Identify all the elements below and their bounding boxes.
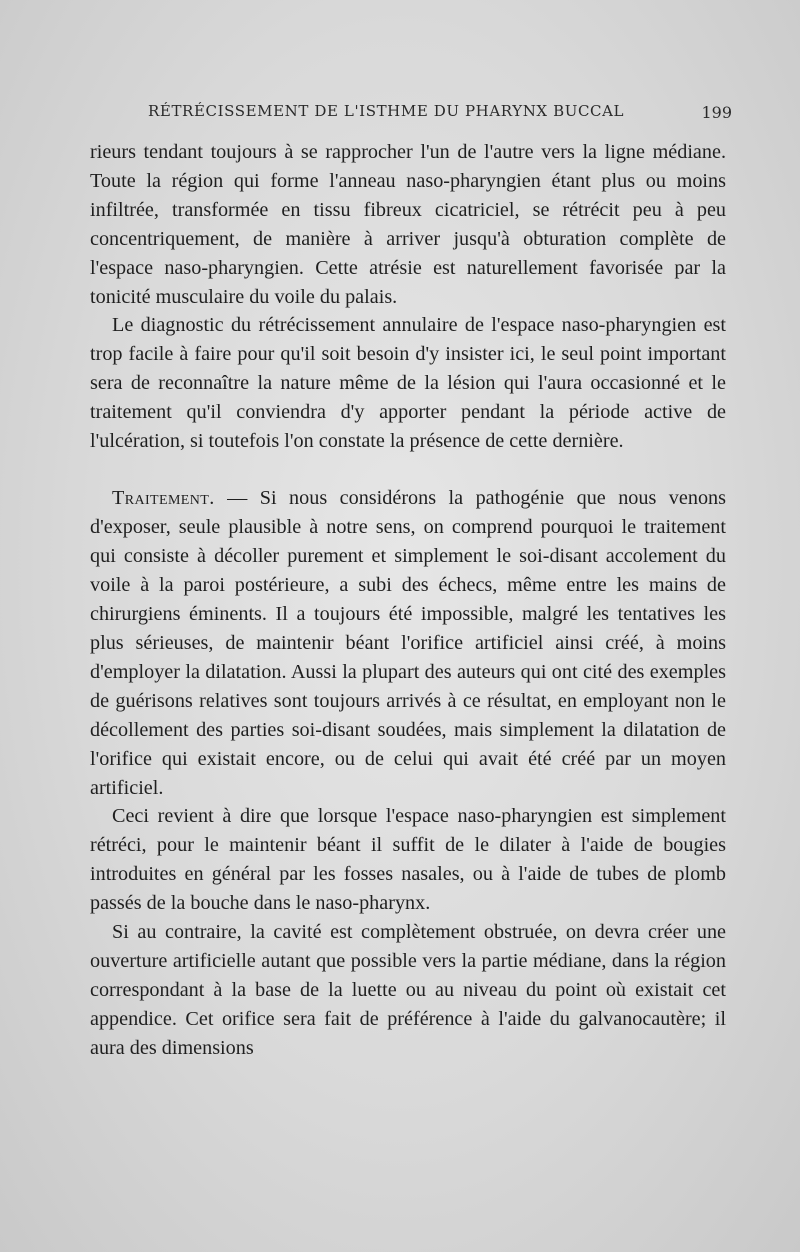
- paragraph-traitement-text: — Si nous considérons la pathogénie que nous venons d'exposer, seule plausible à notre sens, on comprend pourquoi le traitement qui consiste à décoller purement et simplement le soi-disant accolement du voile à la paroi postérieure, a subi des échecs, même entre les mains de chirurgiens éminents. Il a toujours été impossible, malgré les tentatives les plus sérieuses, de maintenir béant l'orifice artificiel ainsi créé, à moins d'employer la dilatation. Aussi la plupart des auteurs qui ont cité des exemples de guérisons relatives sont toujours arrivés à ce résultat, en employant non le décollement des parties soi-disant soudées, mais simplement la dilatation de l'orifice qui existait encore, ou de celui qui avait été créé par un moyen artificiel.: [90, 487, 726, 799]
- body-text: [90, 138, 726, 1063]
- section-heading-traitement: Traitement.: [112, 487, 215, 510]
- paragraph-traitement: [90, 484, 726, 802]
- page-number: 199: [701, 103, 732, 122]
- paragraph-diagnostic: Le diagnostic du rétrécissement annulaire de l'espace naso-pharyngien est trop facile à faire pour qu'il soit besoin d'y insister ici, le seul point important sera de reconnaître la nature même de la lésion qui l'aura occasionné et le traitement qu'il conviendra d'y apporter pendant la période active de l'ulcération, si toutefois l'on constate la présence de cette dernière.: [90, 314, 726, 453]
- section-gap: [90, 456, 726, 485]
- page-header: [92, 102, 732, 132]
- paragraph-continuation: rieurs tendant toujours à se rapprocher l'un de l'autre vers la ligne médiane. Toute la région qui forme l'anneau naso-pharyngien étant plus ou moins infiltrée, transformée en tissu fibreux cicatriciel, se rétrécit peu à peu concentriquement, de manière à arriver jusqu'à obturation complète de l'espace naso-pharyngien. Cette atrésie est naturellement favorisée par la tonicité musculaire du voile du palais.: [90, 141, 726, 308]
- paragraph-obstruction: Si au contraire, la cavité est complètement obstruée, on devra créer une ouverture artificielle autant que possible vers la partie médiane, dans la région correspondant à la base de la luette ou au niveau du point où existait cet appendice. Cet orifice sera fait de préférence à l'aide du galvanocautère; il aura des dimensions: [90, 921, 726, 1059]
- running-title: RÉTRÉCISSEMENT DE L'ISTHME DU PHARYNX BUCCAL: [148, 102, 625, 120]
- paragraph-dilatation: Ceci revient à dire que lorsque l'espace naso-pharyngien est simplement rétréci, pour le maintenir béant il suffit de le dilater à l'aide de bougies introduites en général par les fosses nasales, ou à l'aide de tubes de plomb passés de la bouche dans le naso-pharynx.: [90, 805, 726, 915]
